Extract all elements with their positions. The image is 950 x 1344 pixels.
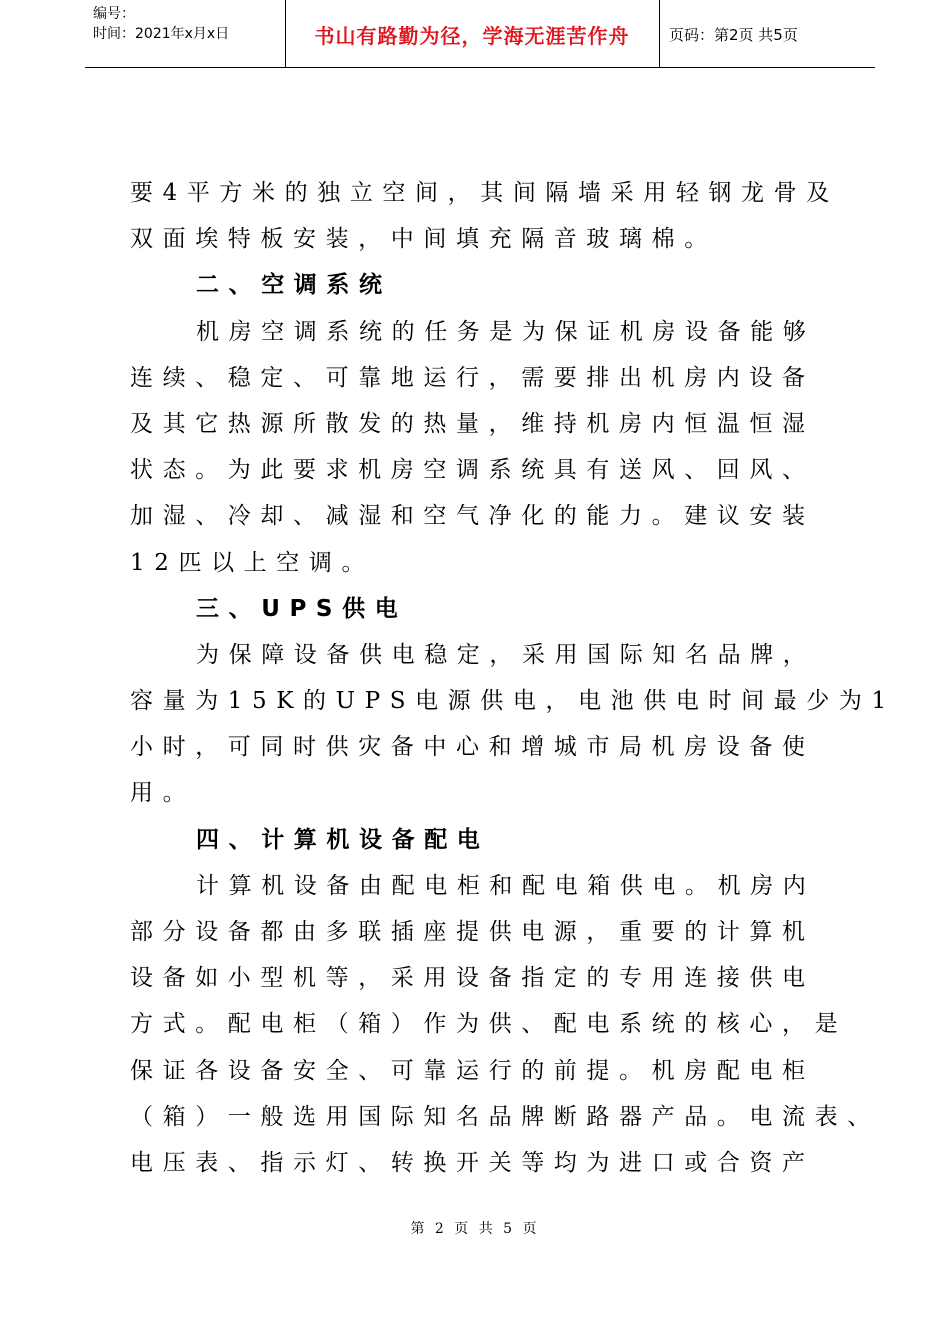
text-line: 小时，可同时供灾备中心和增城市局机房设备使 — [130, 734, 815, 761]
text-line: 设备如小型机等，采用设备指定的专用连接供电 — [130, 965, 815, 992]
document-body — [130, 170, 896, 1186]
text-line: 连续、稳定、可靠地运行，需要排出机房内设备 — [130, 364, 815, 391]
text-line: 要4平方米的独立空间，其间隔墙采用轻钢龙骨及 — [130, 180, 839, 206]
header-page-info: 页码：第2页 共5页 — [669, 26, 798, 44]
text-line: 电压表、指示灯、转换开关等均为进口或合资产 — [130, 1149, 815, 1176]
document-header — [85, 0, 875, 68]
text-line: 状态。为此要求机房空调系统具有送风、回风、 — [130, 457, 815, 484]
section-heading: 四、计算机设备配电 — [196, 826, 490, 853]
text-line: 双面埃特板安装，中间填充隔音玻璃棉。 — [130, 226, 717, 253]
text-line: 为保障设备供电稳定，采用国际知名品牌， — [196, 641, 816, 668]
text-line: 加湿、冷却、减湿和空气净化的能力。建议安装 — [130, 503, 815, 530]
text-line: 保证各设备安全、可靠运行的前提。机房配电柜 — [130, 1057, 815, 1084]
page-footer: 第 2 页 共 5 页 — [410, 1221, 540, 1237]
text-line: 及其它热源所散发的热量，维持机房内恒温恒湿 — [130, 410, 815, 437]
text-line: 用。 — [130, 780, 196, 807]
header-motto: 书山有路勤为径，学海无涯苦作舟 — [314, 24, 630, 48]
time-label: 时间：2021年x月x日 — [93, 26, 230, 42]
text-line: 机房空调系统的任务是为保证机房设备能够 — [196, 318, 816, 345]
header-rule — [85, 67, 875, 68]
number-label: 编号： — [93, 6, 135, 22]
text-line: 方式。配电柜（箱）作为供、配电系统的核心，是 — [130, 1011, 848, 1038]
header-divider — [659, 0, 660, 68]
header-meta — [93, 4, 229, 44]
text-line: 计算机设备由配电柜和配电箱供电。机房内 — [196, 872, 816, 899]
text-line: （箱）一般选用国际知名品牌断路器产品。电流表、 — [130, 1103, 880, 1130]
section-heading: 三、UPS供电 — [196, 595, 408, 622]
text-line: 部分设备都由多联插座提供电源，重要的计算机 — [130, 919, 815, 945]
text-line: 容量为15K的UPS电源供电，电池供电时间最少为1 — [130, 688, 896, 715]
section-heading: 二、空调系统 — [196, 272, 392, 299]
text-line: 12匹以上空调。 — [130, 549, 375, 576]
